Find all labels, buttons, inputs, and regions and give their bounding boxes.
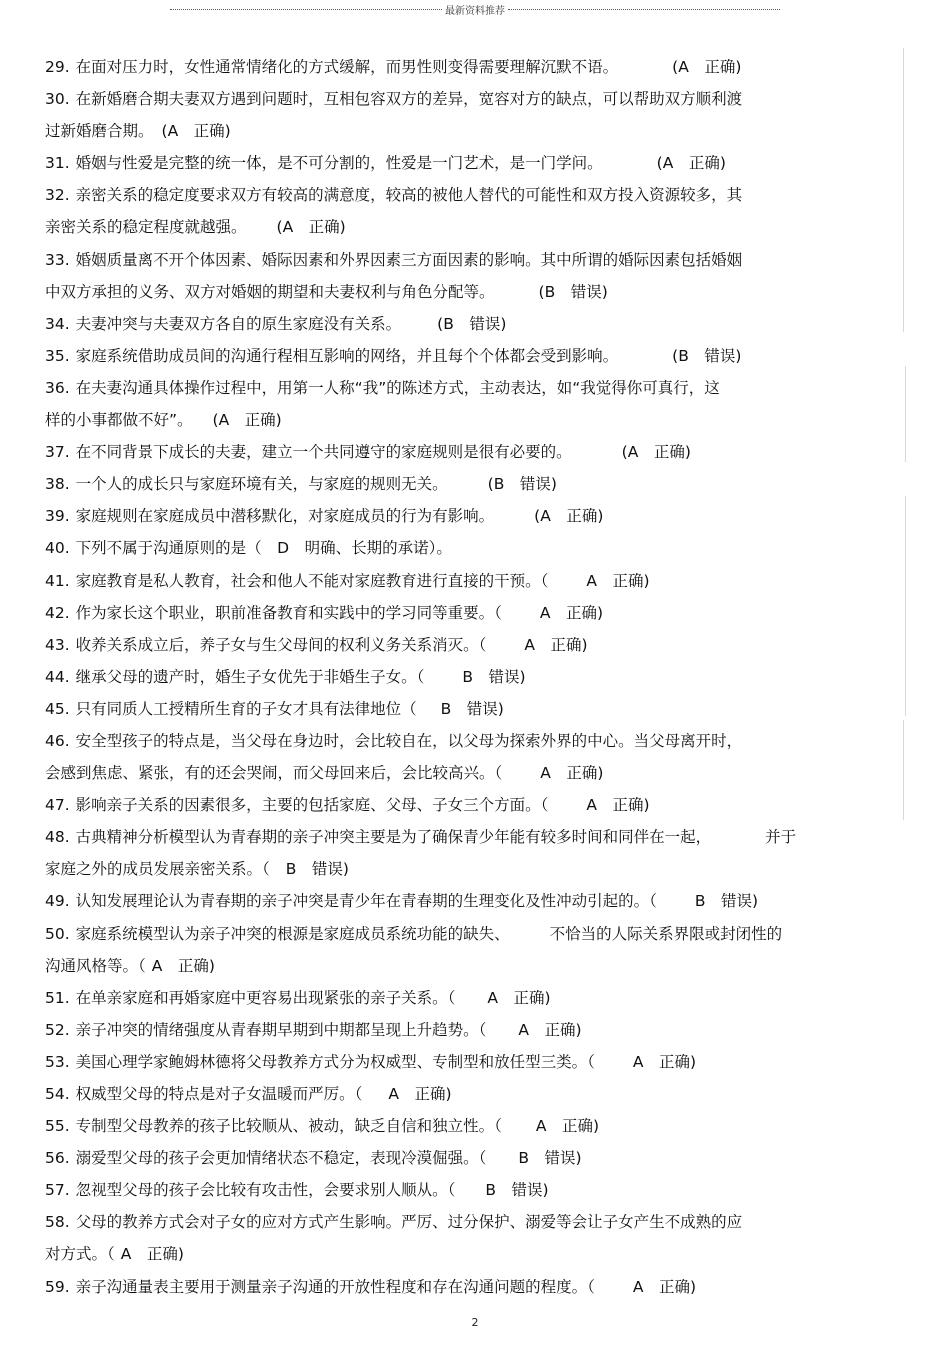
- question-text: 收养关系成立后，养子女与生父母间的权利义务关系消灭。（: [75, 635, 487, 654]
- question-line: [45, 597, 915, 629]
- question-text: 夫妻冲突与夫妻双方各自的原生家庭没有关系。: [75, 314, 402, 333]
- question-line: [45, 629, 915, 661]
- answer-mark: B 错误): [285, 860, 349, 879]
- question-line: [45, 147, 915, 179]
- question-text: 会感到焦虑、紧张，有的还会哭闹，而父母回来后，会比较高兴。（: [45, 764, 503, 783]
- answer-mark: (B 错误): [437, 314, 507, 333]
- question-text: 过新婚磨合期。: [45, 122, 154, 141]
- question-text: 在不同背景下成长的夫妻，建立一个共同遵守的家庭规则是很有必要的。: [75, 443, 572, 462]
- question-number: 42.: [45, 603, 70, 622]
- question-text: 对方式。（: [45, 1245, 115, 1264]
- question-line: [45, 789, 915, 821]
- question-text: 亲密关系的稳定度要求双方有较高的满意度，较高的被他人替代的可能性和双方投入资源较多，其: [75, 186, 743, 205]
- question-line: [45, 918, 915, 950]
- question-text: 家庭系统模型认为亲子冲突的根源是家庭成员系统功能的缺失、: [75, 924, 510, 943]
- page-number: 2: [471, 1316, 479, 1329]
- answer-mark: A 正确): [586, 571, 650, 590]
- answer-mark: 不恰当的人际关系界限或封闭性的: [549, 924, 783, 943]
- question-text: 亲子冲突的情绪强度从青春期早期到中期都呈现上升趋势。（: [75, 1020, 487, 1039]
- answer-mark: (A 正确): [276, 218, 346, 237]
- answer-mark: (A 正确): [621, 443, 691, 462]
- question-number: 53.: [45, 1052, 70, 1071]
- question-text: 美国心理学家鲍姆林德将父母教养方式分为权威型、专制型和放任型三类。（: [75, 1052, 595, 1071]
- question-number: 37.: [45, 443, 70, 462]
- question-line: [45, 436, 915, 468]
- question-text: 家庭之外的成员发展亲密关系。（: [45, 860, 270, 879]
- question-text: 安全型孩子的特点是，当父母在身边时，会比较自在，以父母为探索外界的中心。当父母离开时，: [75, 731, 743, 750]
- question-text: 一个人的成长只与家庭环境有关，与家庭的规则无关。: [75, 475, 448, 494]
- question-line: [45, 1142, 915, 1174]
- header-dots-right: [508, 9, 780, 10]
- question-text: 溺爱型父母的孩子会更加情绪状态不稳定，表现冷漠倔强。（: [75, 1149, 487, 1168]
- answer-mark: A 正确): [539, 603, 604, 622]
- question-text: 婚姻质量离不开个体因素、婚际因素和外界因素三方面因素的影响。其中所谓的婚际因素包括婚姻: [75, 250, 743, 269]
- question-number: 30.: [45, 90, 70, 109]
- question-line: [45, 115, 915, 147]
- question-number: 36.: [45, 378, 70, 397]
- question-line: [45, 565, 915, 597]
- header-text: 最新资料推荐: [445, 5, 505, 17]
- answer-mark: A 正确): [487, 988, 551, 1007]
- question-text: 亲子沟通量表主要用于测量亲子沟通的开放性程度和存在沟通问题的程度。（: [75, 1277, 595, 1296]
- question-number: 59.: [45, 1277, 70, 1296]
- question-number: 33.: [45, 250, 70, 269]
- question-list: [45, 51, 915, 1303]
- question-line: [45, 661, 915, 693]
- question-line: [45, 404, 915, 436]
- question-number: 55.: [45, 1117, 70, 1136]
- question-number: 43.: [45, 635, 70, 654]
- question-text: 样的小事都做不好”。: [45, 411, 193, 430]
- question-text: 专制型父母教养的孩子比较顺从、被动，缺乏自信和独立性。（: [75, 1117, 502, 1136]
- question-text: 作为家长这个职业，职前准备教育和实践中的学习同等重要。（: [75, 603, 502, 622]
- question-number: 47.: [45, 796, 70, 815]
- question-number: 56.: [45, 1149, 70, 1168]
- question-line: [45, 83, 915, 115]
- answer-mark: B 错误): [518, 1149, 582, 1168]
- answer-mark: B 错误): [462, 667, 526, 686]
- question-number: 32.: [45, 186, 70, 205]
- question-line: [45, 950, 915, 982]
- question-line: [45, 885, 915, 917]
- question-number: 51.: [45, 988, 70, 1007]
- answer-mark: (A 正确): [656, 154, 726, 173]
- question-text: 认知发展理论认为青春期的亲子冲突是青少年在青春期的生理变化及性冲动引起的。（: [75, 892, 657, 911]
- question-number: 58.: [45, 1213, 70, 1232]
- question-text: 家庭规则在家庭成员中潜移默化，对家庭成员的行为有影响。: [75, 507, 495, 526]
- answer-mark: A 正确): [586, 796, 650, 815]
- question-line: [45, 1046, 915, 1078]
- question-line: [45, 1078, 915, 1110]
- question-text: 影响亲子关系的因素很多，主要的包括家庭、父母、子女三个方面。（: [75, 796, 549, 815]
- question-number: 57.: [45, 1181, 70, 1200]
- question-number: 40.: [45, 539, 70, 558]
- question-line: [45, 1238, 915, 1270]
- question-line: [45, 821, 915, 853]
- answer-mark: (B 错误): [538, 282, 608, 301]
- question-text: 在面对压力时，女性通常情绪化的方式缓解，而男性则变得需要理解沉默不语。: [75, 58, 619, 76]
- question-line: [45, 693, 915, 725]
- question-number: 39.: [45, 507, 70, 526]
- question-number: 44.: [45, 667, 70, 686]
- question-number: 29.: [45, 58, 70, 76]
- question-text: 在夫妻沟通具体操作过程中，用第一人称“我”的陈述方式，主动表达，如“我觉得你可真行，这: [75, 378, 720, 397]
- answer-mark: (B 错误): [672, 346, 742, 365]
- question-text: 亲密关系的稳定程度就越强。: [45, 218, 247, 237]
- question-text: 家庭教育是私人教育，社会和他人不能对家庭教育进行直接的干预。（: [75, 571, 549, 590]
- question-line: [45, 1206, 915, 1238]
- question-text: 在单亲家庭和再婚家庭中更容易出现紧张的亲子关系。（: [75, 988, 456, 1007]
- header-dots-left: [170, 9, 442, 10]
- question-number: 35.: [45, 346, 70, 365]
- answer-mark: (A 正确): [534, 507, 604, 526]
- question-text: 下列不属于沟通原则的是（ D 明确、长期的承诺）。: [75, 539, 452, 558]
- answer-mark: (B 错误): [487, 475, 557, 494]
- question-line: [45, 51, 915, 83]
- question-text: 父母的教养方式会对子女的应对方式产生影响。严厉、过分保护、溺爱等会让子女产生不成熟的应: [75, 1213, 743, 1232]
- answer-mark: A 正确): [518, 1020, 582, 1039]
- answer-mark: A 正确): [151, 956, 215, 975]
- question-line: [45, 1014, 915, 1046]
- page-header: [170, 2, 780, 16]
- answer-mark: (A 正确): [212, 411, 282, 430]
- question-line: [45, 500, 915, 532]
- question-number: 46.: [45, 731, 70, 750]
- question-line: [45, 179, 915, 211]
- question-line: [45, 340, 915, 372]
- question-line: [45, 853, 915, 885]
- answer-mark: A 正确): [632, 1052, 697, 1071]
- answer-mark: A 正确): [120, 1245, 184, 1264]
- question-line: [45, 308, 915, 340]
- question-text: 继承父母的遗产时，婚生子女优先于非婚生子女。（: [75, 667, 425, 686]
- question-text: 忽视型父母的孩子会比较有攻击性，会要求别人顺从。（: [75, 1181, 456, 1200]
- question-line: [45, 468, 915, 500]
- question-number: 31.: [45, 154, 70, 173]
- question-line: [45, 982, 915, 1014]
- question-text: 婚姻与性爱是完整的统一体，是不可分割的，性爱是一门艺术，是一门学问。: [75, 154, 603, 173]
- question-line: [45, 1110, 915, 1142]
- question-text: 只有同质人工授精所生育的子女才具有法律地位（: [75, 699, 417, 718]
- question-line: [45, 725, 915, 757]
- answer-mark: A 正确): [535, 1117, 600, 1136]
- answer-mark: A 正确): [540, 764, 604, 783]
- question-number: 34.: [45, 314, 70, 333]
- question-line: [45, 532, 915, 564]
- answer-mark: 并于: [765, 828, 797, 847]
- answer-mark: A 正确): [632, 1277, 697, 1296]
- question-line: [45, 1271, 915, 1303]
- answer-mark: B 错误): [694, 892, 759, 911]
- question-number: 49.: [45, 892, 70, 911]
- question-text: 古典精神分析模型认为青春期的亲子冲突主要是为了确保青少年能有较多时间和同伴在一起，: [75, 828, 712, 847]
- question-line: [45, 276, 915, 308]
- question-line: [45, 244, 915, 276]
- question-line: [45, 372, 915, 404]
- answer-mark: A 正确): [524, 635, 588, 654]
- question-text: 中双方承担的义务、双方对婚姻的期望和夫妻权利与角色分配等。: [45, 282, 495, 301]
- question-number: 50.: [45, 924, 70, 943]
- question-line: [45, 757, 915, 789]
- question-text: 权威型父母的特点是对子女温暖而严厉。（: [75, 1085, 363, 1103]
- question-number: 52.: [45, 1020, 70, 1039]
- question-text: 沟通风格等。（: [45, 956, 146, 975]
- answer-mark: B 错误): [440, 699, 504, 718]
- question-text: 家庭系统借助成员间的沟通行程相互影响的网络，并且每个个体都会受到影响。: [75, 346, 619, 365]
- question-line: [45, 211, 915, 243]
- question-number: 45.: [45, 699, 70, 718]
- answer-mark: (A 正确): [161, 122, 231, 141]
- question-line: [45, 1174, 915, 1206]
- answer-mark: (A 正确): [672, 58, 742, 76]
- question-number: 41.: [45, 571, 70, 590]
- question-number: 38.: [45, 475, 70, 494]
- question-number: 54.: [45, 1085, 70, 1103]
- answer-mark: A 正确): [388, 1085, 452, 1103]
- question-text: 在新婚磨合期夫妻双方遇到问题时，互相包容双方的差异，宽容对方的缺点，可以帮助双方顺利渡: [75, 90, 743, 109]
- answer-mark: B 错误): [485, 1181, 549, 1200]
- question-number: 48.: [45, 828, 70, 847]
